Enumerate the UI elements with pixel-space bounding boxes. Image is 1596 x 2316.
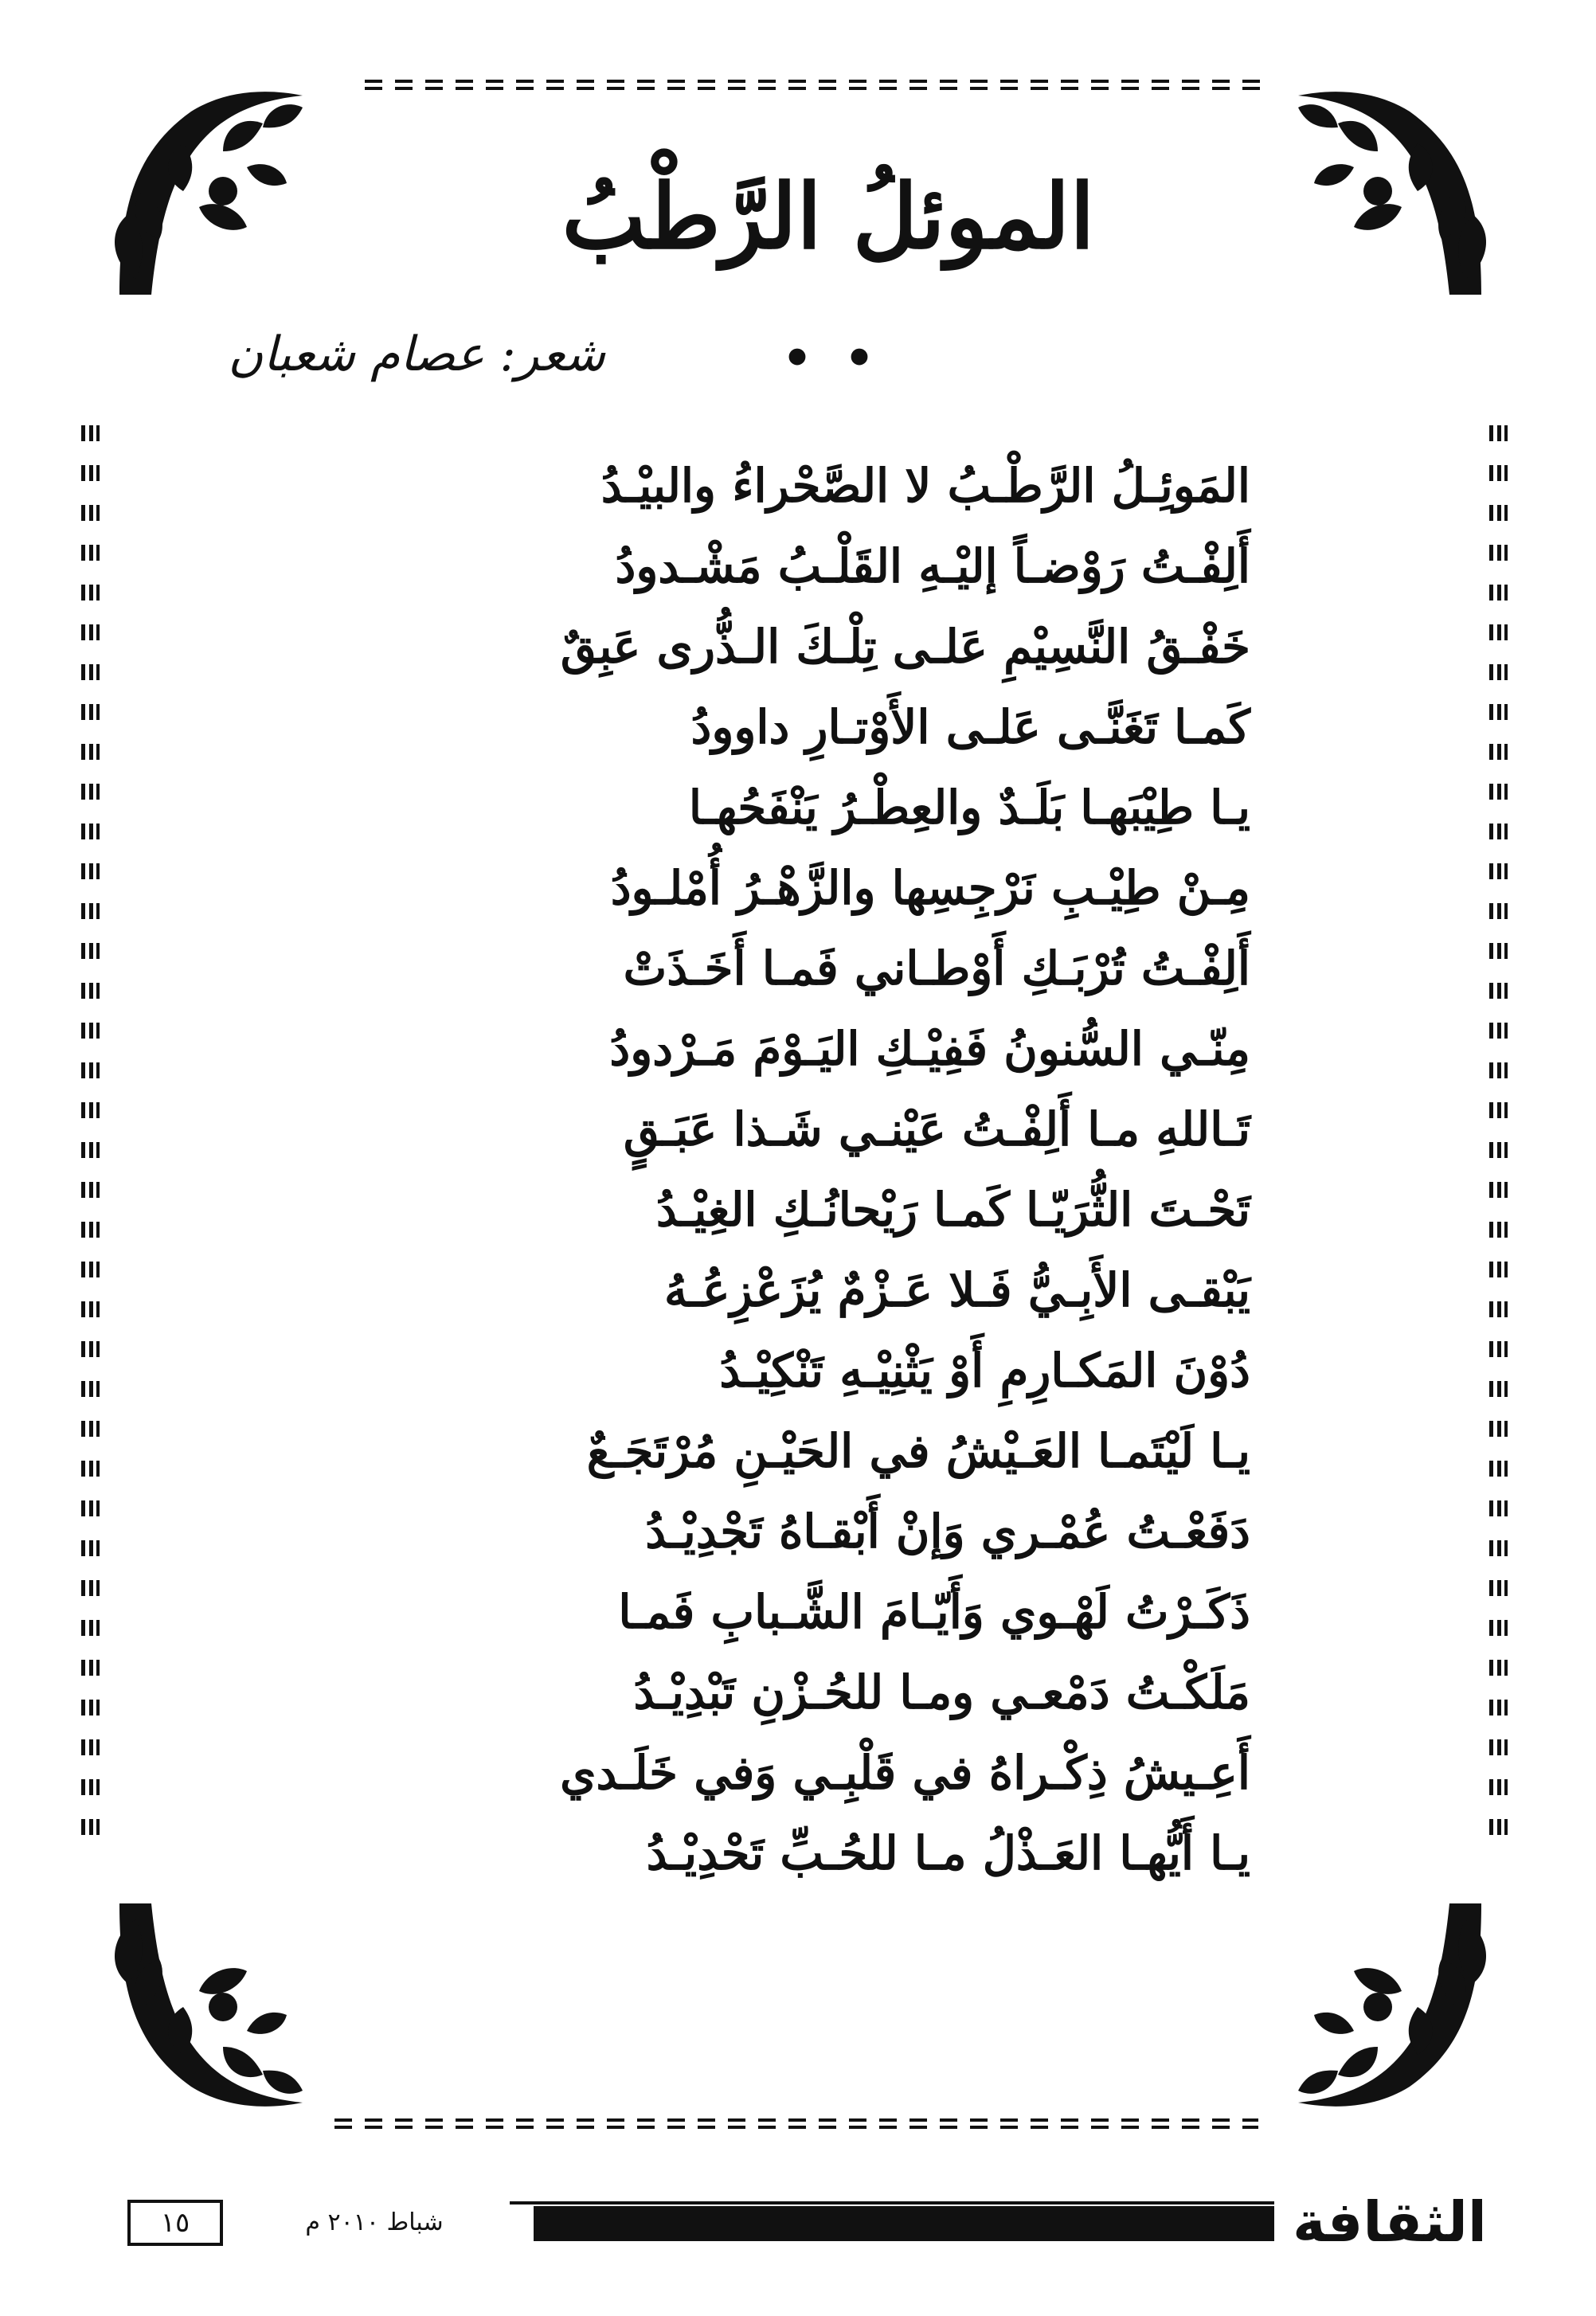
top-dashed-rule	[365, 80, 1265, 91]
poem-line: أَعِـيشُ ذِكْـراهُ في قَلْبِـي وَفي خَلَـدي	[560, 1746, 1250, 1800]
poem-line: يـا طِيْبَهـا بَلَـدٌ والعِطْـرُ يَنْفَحُهـا	[688, 780, 1250, 835]
poem-line: تَـاللهِ مـا أَلِفْـتُ عَيْنـي شَـذا عَبَـقٍ	[623, 1102, 1250, 1156]
poem-body	[319, 446, 1250, 1894]
footer-black-bar	[534, 2206, 1274, 2241]
poem-line: مِنّـي السُّنونُ فَفِيْـكِ اليَـوْمَ مَـرْدودُ	[609, 1022, 1250, 1076]
magazine-name: الثقافة	[1293, 2189, 1487, 2255]
corner-ornament-bottom-right	[1290, 1895, 1497, 2118]
poem-line: كَمـا تَغَنَّـى عَلـى الأَوْتـارِ داوودُ	[690, 700, 1250, 754]
poem-title: الموئلُ الرَّطْبُ . .	[561, 165, 1095, 385]
poem-line: المَوئِـلُ الرَّطْـبُ لا الصَّحْراءُ والبيْـدُ	[600, 459, 1250, 513]
poem-line: خَفْـقُ النَّسِيْمِ عَلـى تِلْـكَ الـذُّرى عَبِقٌ	[560, 620, 1250, 674]
poem-line: تَحْـتَ الثُّرَيّـا كَمـا رَيْحانُـكِ الغِيْـدُ	[655, 1183, 1250, 1237]
poem-line: مَلَكْـتُ دَمْعـي ومـا للحُـزْنِ تَبْدِيْـدُ	[633, 1665, 1250, 1719]
issue-date: شباط ٢٠١٠ م	[305, 2208, 444, 2236]
poem-line: ذَكَـرْتُ لَهْـوي وَأَيّـامَ الشَّـبابِ فَمـا	[618, 1585, 1250, 1639]
poem-author: شعر: عصام شعبان	[228, 327, 605, 382]
corner-ornament-top-right	[1290, 80, 1497, 303]
left-border-bar	[81, 414, 99, 1848]
poem-line: مِـنْ طِيْـبِ نَرْجِسِها والزَّهْـرُ أُمْلـودُ	[610, 861, 1250, 915]
poem-line: أَلِفْـتُ رَوْضـاً إليْـهِ القَلْـبُ مَشْـدودُ	[615, 539, 1250, 593]
poem-line: يـا أَيُّهـا العَـذْلُ مـا للحُـبِّ تَحْدِيْـدُ	[646, 1826, 1250, 1880]
bottom-dashed-rule	[334, 2118, 1258, 2130]
page-number: ١٥	[127, 2200, 223, 2246]
corner-ornament-bottom-left	[104, 1895, 311, 2118]
corner-ornament-top-left	[104, 80, 311, 303]
page-footer	[127, 2190, 1489, 2254]
poem-line: أَلِفْـتُ تُرْبَـكِ أَوْطـاني فَمـا أَخَـذَتْ	[623, 941, 1250, 996]
right-border-bar	[1489, 414, 1507, 1848]
poem-line: دَفَعْـتُ عُمْـري وَإنْ أَبْقـاهُ تَجْدِيْـدُ	[645, 1504, 1250, 1559]
poem-line: دُوْنَ المَكـارِمِ أَوْ يَثْنِيْـهِ تَنْكِيْـدُ	[719, 1344, 1250, 1398]
poem-line: يَبْقـى الأَبِـيُّ فَـلا عَـزْمٌ يُزَعْزِعُـهُ	[663, 1263, 1250, 1317]
poem-line: يـا لَيْتَمـا العَـيْشُ في الحَيْـنِ مُرْتَجَـعٌ	[586, 1424, 1250, 1478]
